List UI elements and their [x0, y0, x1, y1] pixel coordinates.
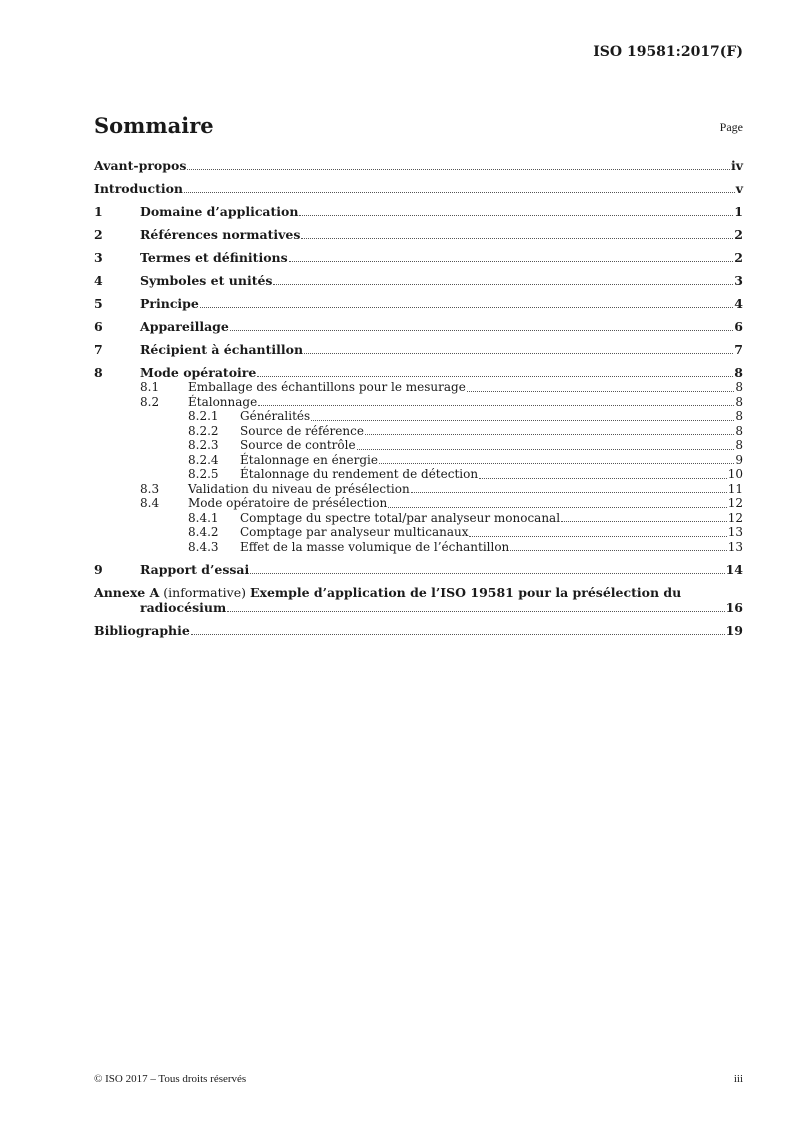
toc-entry-annex-a[interactable] [94, 577, 743, 600]
toc-entry-title: Validation du niveau de présélection [188, 481, 410, 496]
dot-leader [227, 610, 724, 612]
toc-entry-title: Bibliographie [94, 623, 190, 638]
toc-entry-title: Mode opératoire [140, 365, 257, 380]
toc-entry-title: Emballage des échantillons pour le mesurage [188, 380, 466, 394]
toc-entry-8-1[interactable] [94, 380, 743, 395]
toc-entry-8-2-2[interactable] [94, 424, 743, 439]
toc-entry-number: 2 [94, 227, 103, 242]
toc-entry-number: 8.4.3 [188, 539, 219, 554]
toc-entry-page: 1 [734, 204, 743, 219]
toc-entry-number: 8.4.1 [188, 510, 219, 525]
dot-leader [184, 191, 735, 193]
page-column-label: Page [719, 120, 743, 134]
dot-leader [230, 329, 733, 331]
toc-entry-avant-propos[interactable] [94, 150, 743, 173]
toc-entry-page: 11 [727, 481, 743, 496]
dot-leader [357, 448, 735, 450]
toc-entry-8-4-3[interactable] [94, 540, 743, 555]
toc-entry-title: Références normatives [140, 227, 301, 242]
toc-entry-title: Domaine d’application [140, 204, 299, 219]
toc-entry-title: Termes et définitions [140, 250, 288, 265]
toc-entry-title: Étalonnage du rendement de détection [240, 467, 479, 481]
toc-entry-8-2[interactable] [94, 395, 743, 410]
toc-entry-bibliographie[interactable] [94, 615, 743, 638]
toc-entry-8-4[interactable] [94, 496, 743, 511]
annex-title-line2: radiocésium [140, 600, 227, 615]
toc-entry-page: 3 [734, 273, 743, 288]
dot-leader [187, 168, 730, 170]
toc-entry-page: 13 [727, 539, 743, 554]
dot-leader [301, 237, 733, 239]
toc-entry-page: v [735, 181, 743, 196]
dot-leader [299, 214, 733, 216]
toc-entry-number: 8.2.4 [188, 452, 219, 467]
toc-entry-page: 12 [727, 496, 743, 510]
toc-entry-number: 8.4 [140, 496, 160, 510]
dot-leader [479, 477, 727, 479]
toc-entry-number: 1 [94, 204, 103, 219]
toc-entry-7[interactable] [94, 334, 743, 357]
toc-entry-title: Mode opératoire de présélection [188, 496, 388, 510]
toc-entry-number: 8.2 [140, 394, 160, 409]
toc-entry-page: 13 [727, 525, 743, 539]
toc-entry-title: Comptage du spectre total/par analyseur monocanal [240, 510, 561, 525]
toc-entry-number: 3 [94, 250, 103, 265]
toc-entry-6[interactable] [94, 311, 743, 334]
toc-entry-page: 7 [734, 342, 743, 357]
footer-page-number: iii [733, 1073, 743, 1085]
dot-leader [510, 549, 726, 551]
dot-leader [304, 352, 733, 354]
toc-entry-introduction[interactable] [94, 173, 743, 196]
toc-entry-number: 8.4.2 [188, 525, 219, 539]
dot-leader [469, 535, 726, 537]
dot-leader [379, 462, 734, 464]
toc-entry-9[interactable] [94, 554, 743, 577]
toc-entry-title: Comptage par analyseur multicanaux [240, 525, 469, 539]
toc-entry-page: 8 [735, 438, 743, 452]
dot-leader [467, 390, 735, 392]
toc-entry-title: Effet de la masse volumique de l’échantillon [240, 539, 510, 554]
toc-entry-title: Symboles et unités [140, 273, 273, 288]
toc-entry-page: 16 [725, 600, 743, 615]
toc-entry-number: 8.3 [140, 481, 160, 496]
toc-entry-8-2-1[interactable] [94, 409, 743, 424]
dot-leader [258, 404, 734, 406]
toc-entry-page: 6 [734, 319, 743, 334]
dot-leader [250, 572, 724, 574]
toc-entry-page: 2 [734, 250, 743, 265]
dot-leader [191, 633, 725, 635]
toc-entry-2[interactable] [94, 219, 743, 242]
toc-entry-title: Source de référence [240, 423, 364, 438]
toc-entry-page: 8 [735, 380, 743, 394]
toc-entry-page: 14 [725, 562, 743, 577]
toc-entry-8[interactable] [94, 357, 743, 380]
toc-entry-page: 10 [727, 467, 743, 481]
toc-entry-title: Principe [140, 296, 199, 311]
document-code: ISO 19581:2017(F) [593, 44, 743, 60]
toc-entry-page: iv [730, 158, 743, 173]
dot-leader [365, 433, 734, 435]
toc-entry-number: 4 [94, 273, 103, 288]
toc-entry-title: Récipient à échantillon [140, 342, 304, 357]
toc-entry-number: 8.1 [140, 380, 160, 394]
toc-entry-page: 12 [727, 510, 743, 525]
annex-informative: (informative) [163, 585, 246, 600]
table-of-contents [94, 150, 743, 638]
toc-entry-page: 4 [734, 296, 743, 311]
toc-entry-1[interactable] [94, 196, 743, 219]
toc-entry-number: 8.2.5 [188, 467, 219, 481]
toc-entry-title: Introduction [94, 181, 184, 196]
dot-leader [311, 419, 734, 421]
toc-entry-8-2-5[interactable] [94, 467, 743, 482]
toc-entry-title: Généralités [240, 409, 311, 423]
toc-entry-8-2-4[interactable] [94, 453, 743, 468]
toc-entry-title: Avant-propos [94, 158, 187, 173]
toc-entry-page: 8 [734, 365, 743, 380]
toc-entry-number: 8.2.1 [188, 409, 219, 423]
toc-entry-title: Source de contrôle [240, 438, 356, 452]
dot-leader [200, 306, 733, 308]
toc-title: Sommaire [94, 113, 214, 138]
dot-leader [411, 491, 727, 493]
toc-entry-page: 9 [735, 452, 743, 467]
toc-entry-number: 8.2.2 [188, 423, 219, 438]
toc-entry-page: 8 [735, 409, 743, 423]
toc-entry-number: 7 [94, 342, 103, 357]
toc-entry-page: 8 [735, 394, 743, 409]
dot-leader [273, 283, 733, 285]
toc-entry-number: 8.2.3 [188, 438, 219, 452]
dot-leader [257, 375, 733, 377]
toc-entry-8-2-3[interactable] [94, 438, 743, 453]
dot-leader [561, 520, 727, 522]
footer-copyright: © ISO 2017 – Tous droits réservés [94, 1073, 247, 1085]
toc-entry-title: Rapport d’essai [140, 562, 250, 577]
toc-entry-8-4-2[interactable] [94, 525, 743, 540]
toc-entry-3[interactable] [94, 242, 743, 265]
toc-header [94, 113, 743, 141]
toc-entry-8-4-1[interactable] [94, 511, 743, 526]
dot-leader [289, 260, 734, 262]
toc-entry-page: 8 [735, 423, 743, 438]
dot-leader [388, 506, 727, 508]
toc-entry-annex-a-continued[interactable] [94, 600, 743, 615]
annex-title-line1: Exemple d’application de l’ISO 19581 pour la présélection du [249, 585, 682, 600]
toc-entry-5[interactable] [94, 288, 743, 311]
toc-entry-title: Étalonnage [188, 394, 258, 409]
toc-entry-8-3[interactable] [94, 482, 743, 497]
toc-entry-page: 2 [734, 227, 743, 242]
toc-entry-4[interactable] [94, 265, 743, 288]
annex-label: Annexe A [94, 585, 160, 600]
toc-entry-number: 6 [94, 319, 103, 334]
toc-entry-number: 8 [94, 365, 103, 380]
toc-entry-number: 5 [94, 296, 103, 311]
toc-entry-number: 9 [94, 562, 103, 577]
toc-entry-page: 19 [725, 623, 743, 638]
toc-entry-title: Étalonnage en énergie [240, 452, 378, 467]
toc-entry-title: Appareillage [140, 319, 229, 334]
